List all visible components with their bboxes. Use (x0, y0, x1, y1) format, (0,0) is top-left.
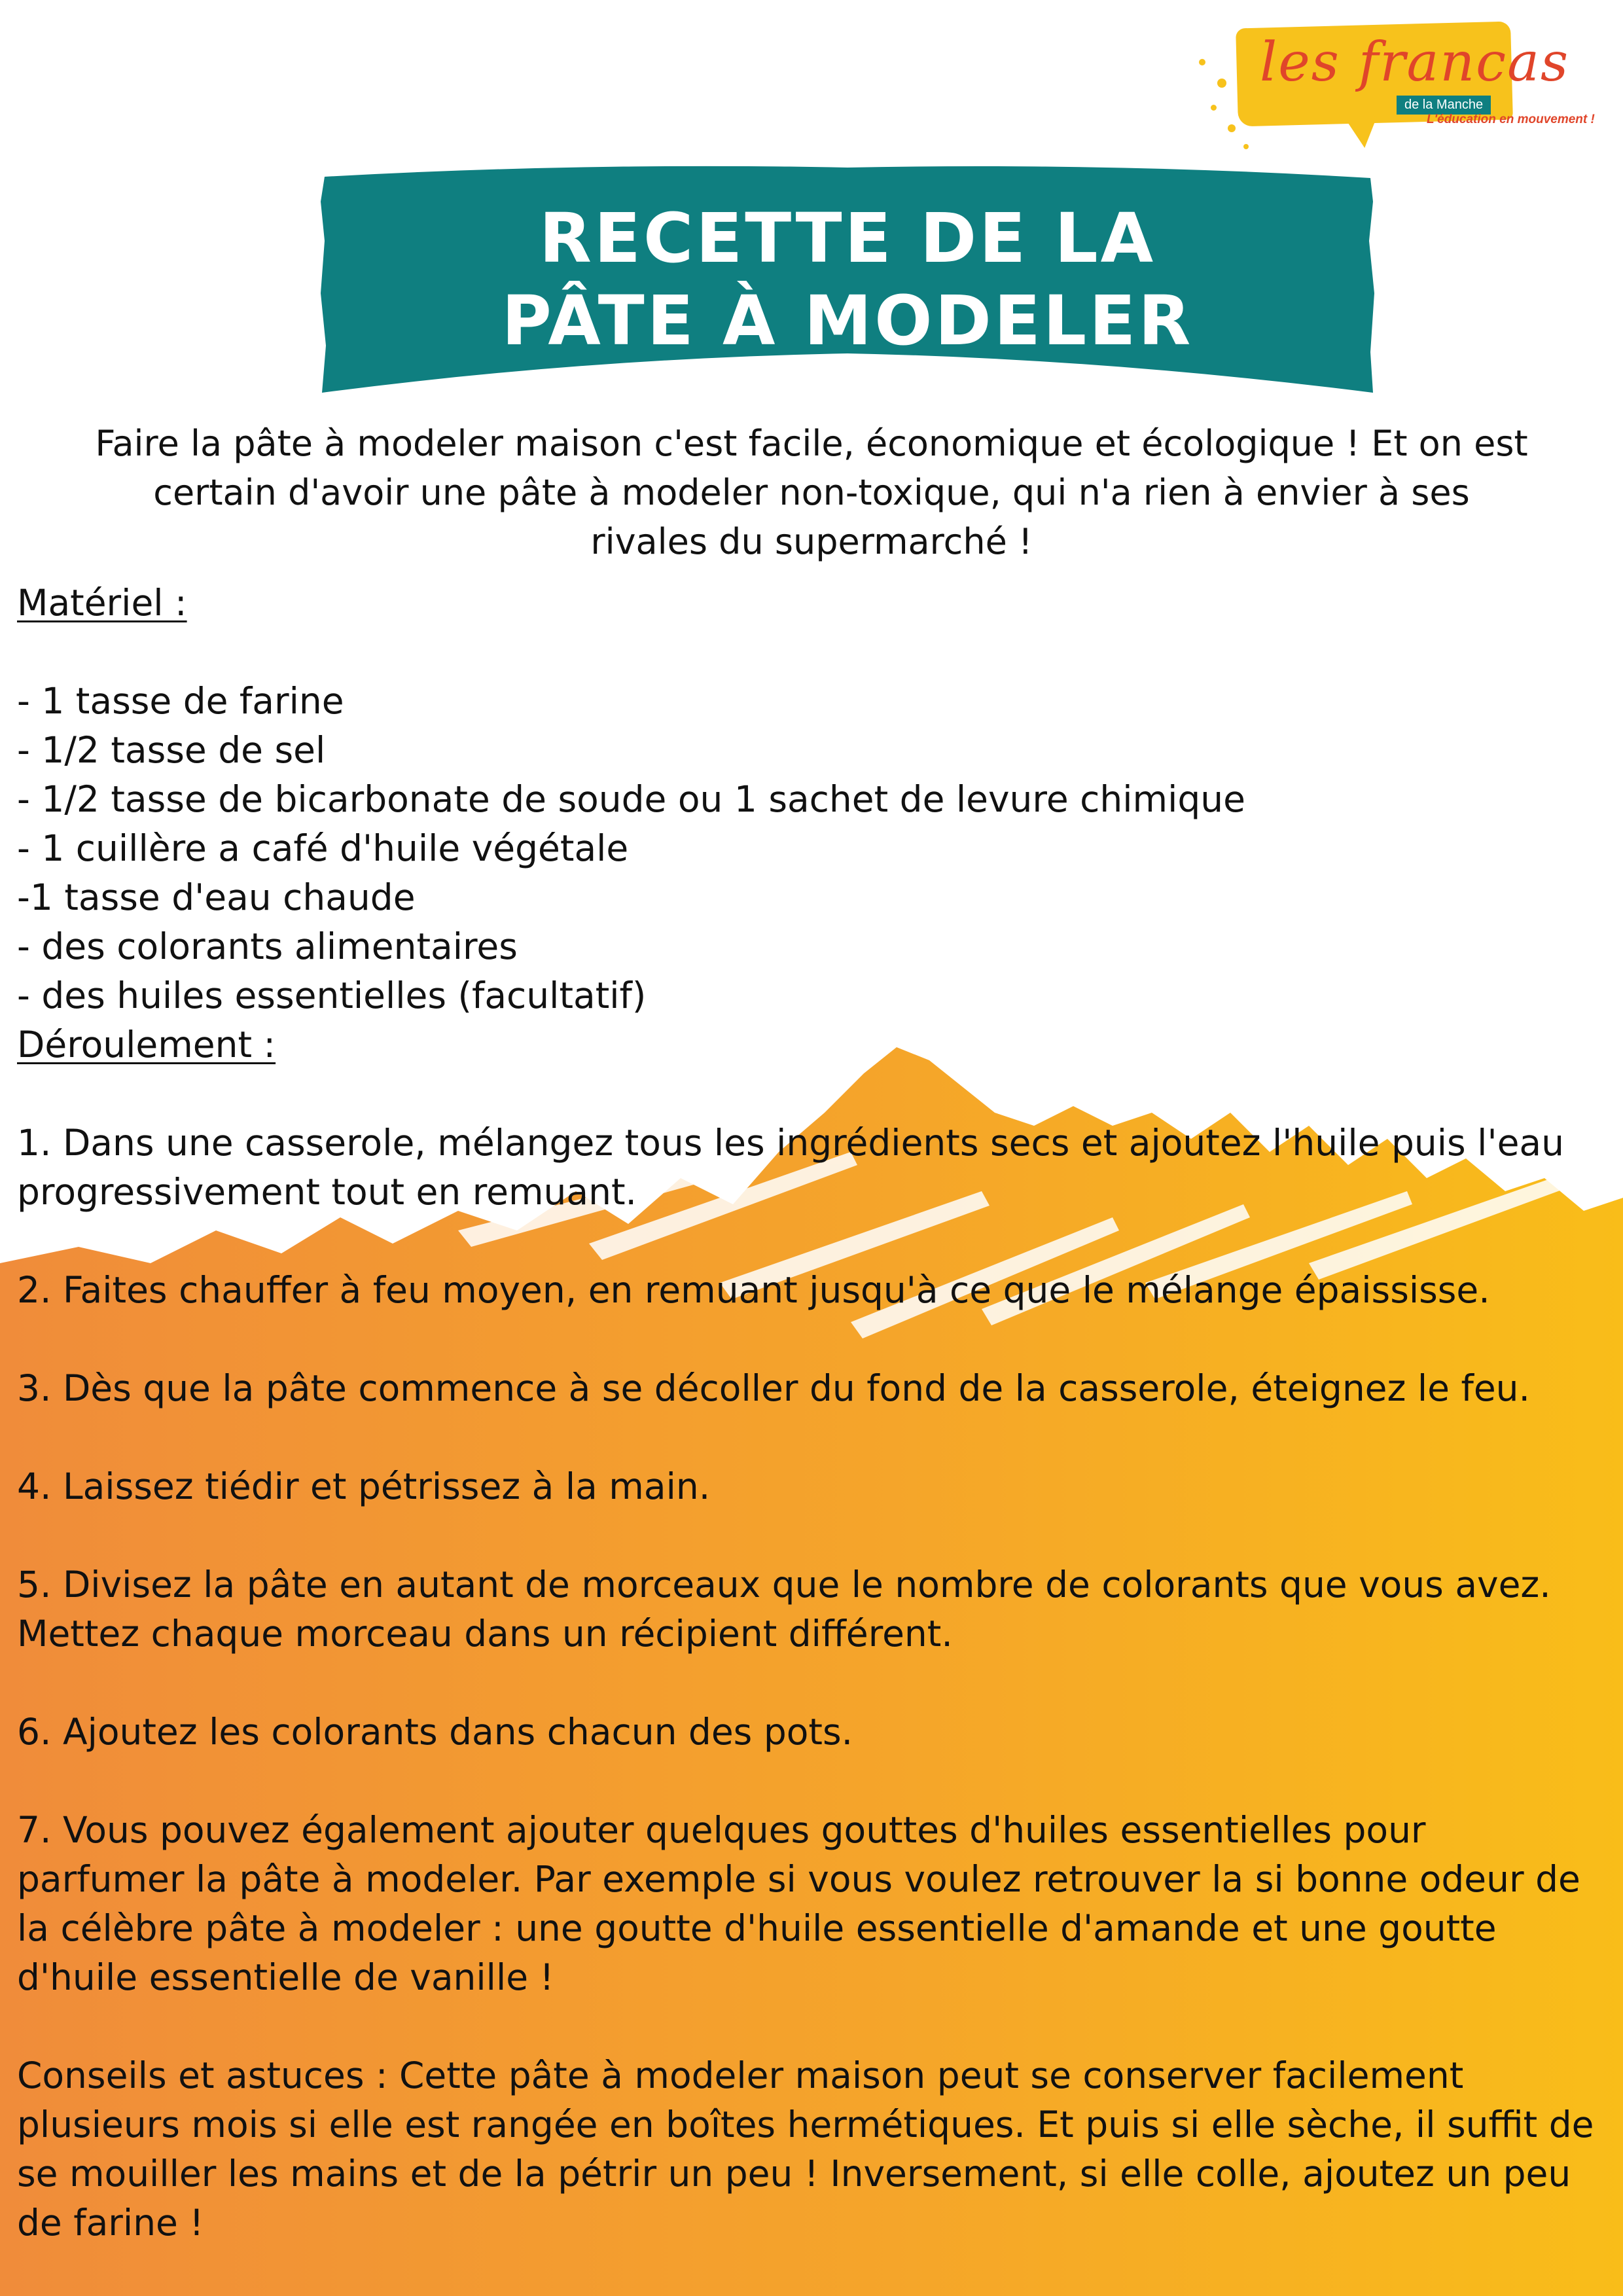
francas-logo (1191, 20, 1610, 164)
title-line-1: RECETTE DE LA (539, 198, 1156, 278)
step-2: 2. Faites chauffer à feu moyen, en remuant jusqu'à ce que le mélange épaississe. (17, 1269, 1490, 1311)
logo-dot (1228, 124, 1236, 132)
recipe-content (17, 579, 1601, 2248)
title-line-2: PÂTE À MODELER (501, 281, 1194, 361)
step-6: 6. Ajoutez les colorants dans chacun des pots. (17, 1711, 853, 1753)
logo-dot (1211, 105, 1217, 111)
materiel-list (17, 677, 1601, 1020)
logo-tagline: L'éducation en mouvement ! (1427, 113, 1595, 126)
logo-name: les francas (1260, 31, 1570, 94)
page-title (319, 162, 1376, 397)
logo-speech-tail (1346, 116, 1382, 150)
step-7: 7. Vous pouvez également ajouter quelques gouttes d'huiles essentielles pour parfumer la pâte à modeler. Par exemple si vous voulez retrouver la si bonne odeur de la célèbre pâte à modeler : une goutte d'huile essentielle d'amande et une goutte d'huile essentielle de vanille ! (17, 1809, 1580, 1998)
list-item: - des huiles essentielles (facultatif) (17, 975, 647, 1016)
logo-dot (1199, 59, 1205, 65)
logo-dot (1217, 79, 1226, 88)
list-item: - 1 cuillère a café d'huile végétale (17, 827, 629, 869)
step-4: 4. Laissez tiédir et pétrissez à la main. (17, 1465, 711, 1507)
logo-dot (1243, 144, 1249, 149)
list-item: -1 tasse d'eau chaude (17, 876, 416, 918)
step-5: 5. Divisez la pâte en autant de morceaux que le nombre de colorants que vous avez. Mettez chaque morceau dans un récipient différent. (17, 1564, 1551, 1655)
intro-paragraph: Faire la pâte à modeler maison c'est facile, économique et écologique ! Et on est certain d'avoir une pâte à modeler non-toxique, qui n'a rien à envier à ses rivales du supermarché ! (95, 423, 1528, 562)
list-item: - 1/2 tasse de bicarbonate de soude ou 1 sachet de levure chimique (17, 778, 1245, 820)
deroulement-heading: Déroulement : (17, 1024, 276, 1066)
tips-paragraph: Conseils et astuces : Cette pâte à modeler maison peut se conserver facilement plusieurs mois si elle est rangée en boîtes hermétiques. Et puis si elle sèche, il suffit de se mouiller les mains et de la pétrir un peu ! Inversement, si elle colle, ajoutez un peu de farine ! (17, 2054, 1594, 2244)
step-3: 3. Dès que la pâte commence à se décoller du fond de la casserole, éteignez le feu. (17, 1367, 1531, 1409)
logo-region: de la Manche (1397, 96, 1491, 115)
list-item: - 1 tasse de farine (17, 680, 344, 722)
title-banner (319, 162, 1376, 397)
list-item: - 1/2 tasse de sel (17, 729, 326, 771)
list-item: - des colorants alimentaires (17, 925, 518, 967)
step-1: 1. Dans une casserole, mélangez tous les ingrédients secs et ajoutez l'huile puis l'eau progressivement tout en remuant. (17, 1122, 1564, 1213)
materiel-heading: Matériel : (17, 582, 187, 624)
